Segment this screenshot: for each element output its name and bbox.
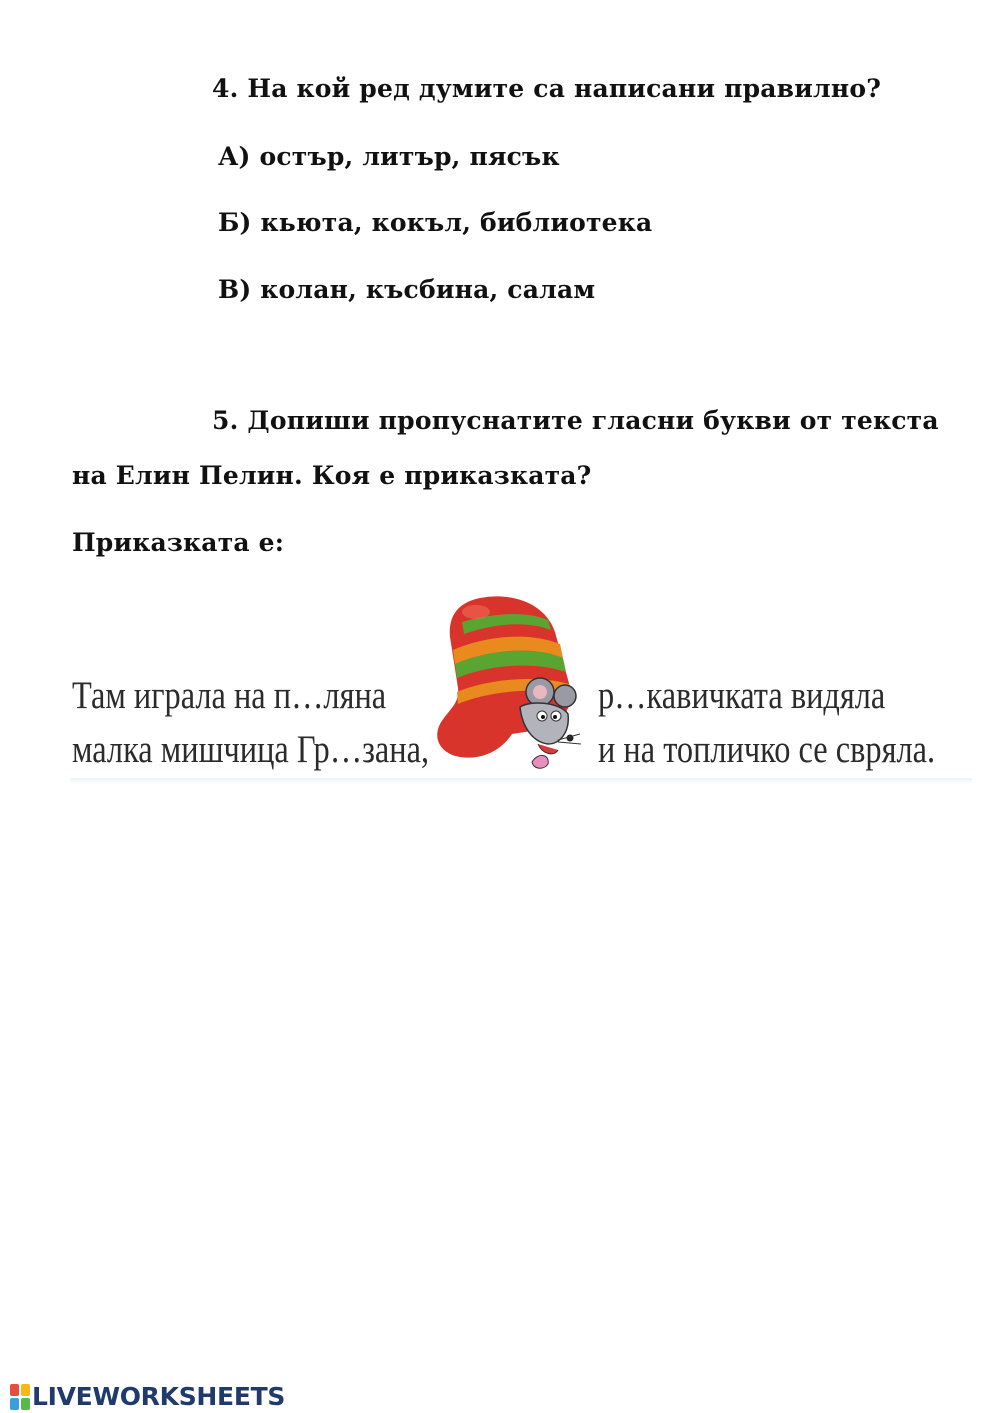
option-a: А) остър, литър, пясък <box>218 142 560 171</box>
poem-left-line-2: малка мишчица Гр…зана, <box>72 728 430 771</box>
poem-right-line-1: р…кавичката видяла <box>598 674 886 717</box>
brand-name: LIVEWORKSHEETS <box>32 1382 286 1411</box>
answer-label: Приказката е: <box>72 528 285 557</box>
footer-logo <box>10 1382 285 1411</box>
option-c: В) колан, късбина, салам <box>218 275 596 304</box>
question-5-title-line1: 5. Допиши пропуснатите гласни букви от текста <box>212 406 939 435</box>
mouse-icon <box>520 678 581 768</box>
option-b: Б) кьюта, кокъл, библиотека <box>218 208 653 237</box>
poem-right-line-2: и на топличко се свряла. <box>598 728 936 771</box>
mouse-in-mitten-illustration <box>420 592 585 784</box>
question-4-title: 4. На кой ред думите са написани правилно? <box>212 74 882 103</box>
liveworksheets-logo-icon <box>10 1384 30 1410</box>
question-5-title-line2: на Елин Пелин. Коя е приказката? <box>72 461 592 490</box>
poem-left-line-1: Там играла на п…ляна <box>72 674 387 717</box>
